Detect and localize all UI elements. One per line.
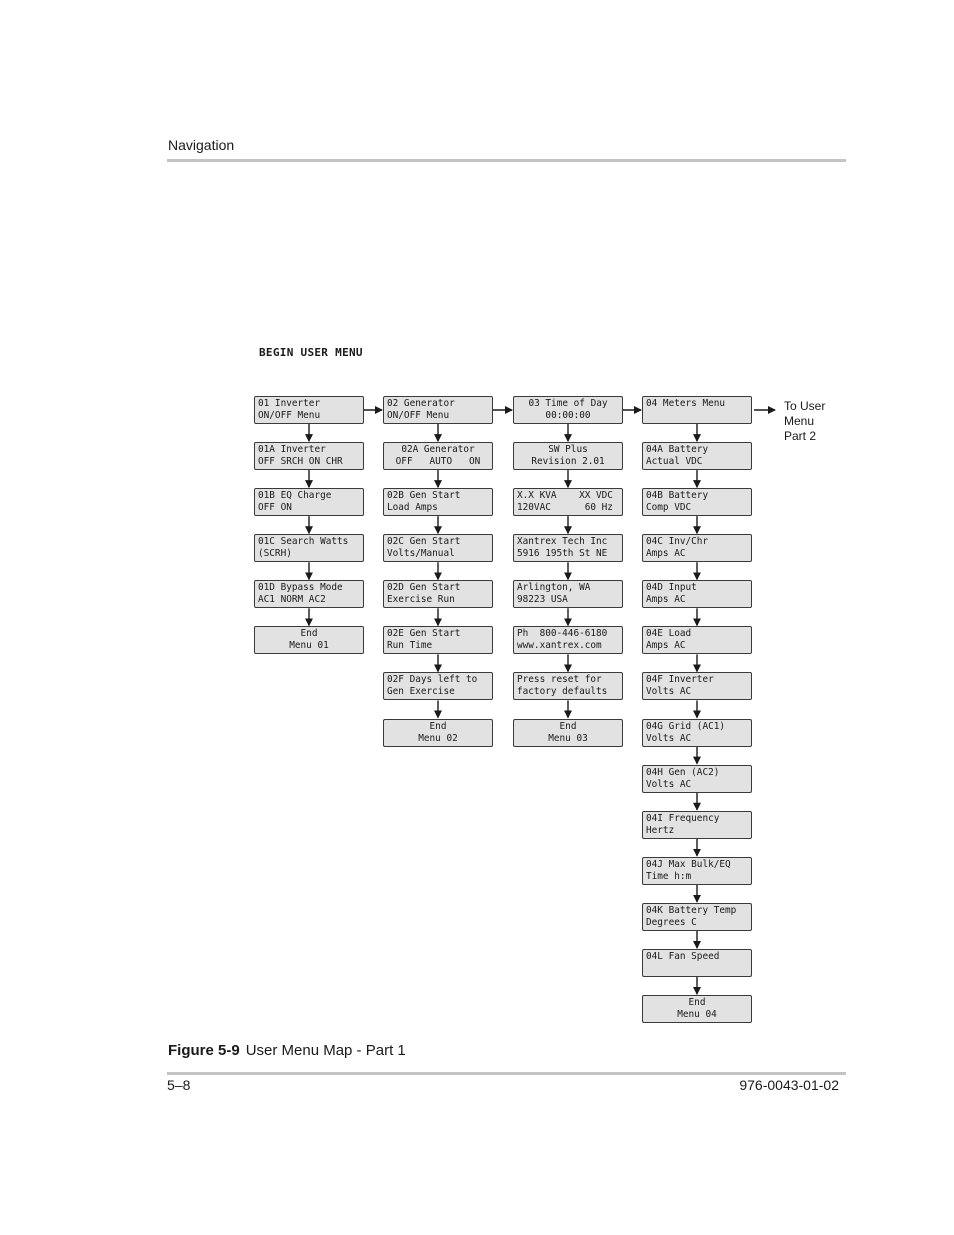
- menu-box-line: Actual VDC: [646, 456, 703, 468]
- figure-title: User Menu Map - Part 1: [245, 1042, 406, 1059]
- figure-number: Figure 5-9: [168, 1042, 240, 1059]
- menu-box-line: 04A Battery: [646, 444, 709, 456]
- menu-box-line: Volts/Manual: [387, 548, 455, 560]
- menu-box-line: End: [300, 628, 318, 640]
- menu-box-line: 03 Time of Day: [528, 398, 608, 409]
- menu-box-line: Load Amps: [387, 502, 438, 514]
- menu-box-line: End: [688, 997, 706, 1009]
- menu-box-line: 04D Input: [646, 582, 697, 594]
- menu-box-line: 04C Inv/Chr: [646, 536, 709, 548]
- menu-box: [513, 626, 623, 654]
- menu-box: [383, 442, 493, 470]
- menu-box-line: 04G Grid (AC1): [646, 720, 726, 732]
- menu-box-line: OFF ON: [258, 502, 292, 514]
- figure-caption: [168, 1042, 406, 1059]
- menu-box-line: 5916 195th St NE: [517, 548, 608, 560]
- menu-box-line: SW Plus: [548, 444, 588, 456]
- menu-box-line: Amps AC: [646, 548, 686, 560]
- menu-box-line: Revision 2.01: [531, 456, 605, 468]
- continuation-line: To User: [784, 399, 826, 413]
- menu-box-line: 00:00:00: [545, 410, 591, 421]
- menu-box: [254, 442, 364, 470]
- menu-box-line: ON/OFF Menu: [258, 410, 321, 421]
- menu-box: [383, 396, 493, 424]
- menu-box-line: Xantrex Tech Inc: [517, 536, 608, 548]
- menu-box-line: 01D Bypass Mode: [258, 582, 343, 594]
- menu-box-line: Volts AC: [646, 686, 692, 698]
- menu-box-line: 01B EQ Charge: [258, 490, 332, 502]
- menu-box-line: factory defaults: [517, 686, 608, 698]
- menu-box: [642, 995, 752, 1023]
- menu-box-line: Time h:m: [646, 870, 692, 882]
- menu-box: [642, 672, 752, 700]
- menu-box: [513, 534, 623, 562]
- menu-box-line: Ph 800-446-6180: [517, 628, 608, 640]
- menu-box-line: OFF SRCH ON CHR: [258, 456, 343, 468]
- menu-box-line: Amps AC: [646, 594, 686, 606]
- menu-box-line: 01A Inverter: [258, 444, 326, 456]
- diagram-title: BEGIN USER MENU: [259, 346, 363, 359]
- menu-box: [513, 719, 623, 747]
- page-number: 5–8: [167, 1077, 191, 1093]
- menu-box-line: 02F Days left to: [387, 674, 478, 686]
- menu-box-line: Arlington, WA: [517, 582, 591, 594]
- menu-box: [383, 534, 493, 562]
- menu-box: [513, 488, 623, 516]
- menu-box: [642, 903, 752, 931]
- menu-box-line: AC1 NORM AC2: [258, 594, 326, 606]
- menu-box-line: 02 Generator: [387, 398, 455, 409]
- menu-box-line: Menu 01: [289, 640, 329, 652]
- menu-box: [642, 719, 752, 747]
- continuation-label: [784, 399, 825, 444]
- menu-box: [383, 488, 493, 516]
- continuation-line: Menu: [784, 414, 815, 428]
- menu-box-line: (SCRH): [258, 548, 292, 560]
- menu-box-line: Run Time: [387, 640, 433, 652]
- footer-rule: [167, 1072, 846, 1075]
- menu-box-line: 02C Gen Start: [387, 536, 461, 548]
- menu-box: [383, 719, 493, 747]
- menu-box-line: 02B Gen Start: [387, 490, 461, 502]
- menu-box: [383, 672, 493, 700]
- menu-box-line: Degrees C: [646, 916, 697, 928]
- menu-box-line: 04K Battery Temp: [646, 904, 737, 916]
- menu-box: [642, 442, 752, 470]
- menu-box: [642, 534, 752, 562]
- menu-box: [642, 857, 752, 885]
- menu-box-line: Gen Exercise: [387, 686, 455, 698]
- menu-box-line: Menu 03: [548, 732, 588, 744]
- menu-box-line: 04F Inverter: [646, 674, 714, 686]
- menu-box-line: 02A Generator: [401, 444, 475, 456]
- menu-box-line: Exercise Run: [387, 594, 455, 606]
- menu-box: [513, 442, 623, 470]
- menu-box-line: Amps AC: [646, 640, 686, 652]
- menu-box-line: End: [429, 720, 447, 732]
- menu-box-line: End: [559, 720, 577, 732]
- menu-box-line: Menu 04: [677, 1009, 717, 1021]
- menu-box-line: 120VAC 60 Hz: [517, 502, 613, 514]
- menu-box: [642, 765, 752, 793]
- menu-box-line: OFF AUTO ON: [395, 456, 481, 468]
- menu-box: [383, 626, 493, 654]
- menu-box-line: 01 Inverter: [258, 398, 321, 409]
- running-header: Navigation: [168, 137, 235, 153]
- menu-box: [254, 396, 364, 424]
- menu-box: [513, 396, 623, 424]
- menu-box: [642, 488, 752, 516]
- menu-box: [254, 580, 364, 608]
- menu-box-line: 02E Gen Start: [387, 628, 461, 640]
- menu-box-line: 04E Load: [646, 628, 692, 640]
- menu-box: [642, 626, 752, 654]
- menu-box-line: 04L Fan Speed: [646, 950, 720, 962]
- menu-box-line: 98223 USA: [517, 594, 568, 606]
- menu-box: [254, 488, 364, 516]
- menu-box-line: Comp VDC: [646, 502, 692, 514]
- menu-box-line: 04H Gen (AC2): [646, 766, 720, 778]
- menu-box-line: Volts AC: [646, 778, 692, 790]
- menu-box-line: Hertz: [646, 824, 675, 836]
- menu-box-line: 02D Gen Start: [387, 582, 461, 594]
- menu-box: [642, 396, 752, 424]
- menu-box: [254, 626, 364, 654]
- menu-box-line: Menu 02: [418, 732, 458, 744]
- menu-box: [642, 580, 752, 608]
- menu-box-line: www.xantrex.com: [517, 640, 602, 652]
- menu-box-line: 04 Meters Menu: [646, 398, 726, 409]
- menu-box: [513, 580, 623, 608]
- menu-box-line: X.X KVA XX VDC: [517, 490, 613, 502]
- menu-box: [642, 949, 752, 977]
- menu-box: [642, 811, 752, 839]
- menu-box: [513, 672, 623, 700]
- menu-box-line: ON/OFF Menu: [387, 410, 450, 421]
- menu-box-line: Volts AC: [646, 732, 692, 744]
- continuation-line: Part 2: [784, 429, 817, 443]
- menu-box-line: 04B Battery: [646, 490, 709, 502]
- menu-box-line: 04I Frequency: [646, 812, 720, 824]
- menu-box: [254, 534, 364, 562]
- menu-box-line: 04J Max Bulk/EQ: [646, 858, 731, 870]
- menu-box-line: Press reset for: [517, 674, 602, 686]
- menu-box-line: 01C Search Watts: [258, 536, 349, 548]
- menu-box: [383, 580, 493, 608]
- document-id: 976-0043-01-02: [739, 1077, 839, 1093]
